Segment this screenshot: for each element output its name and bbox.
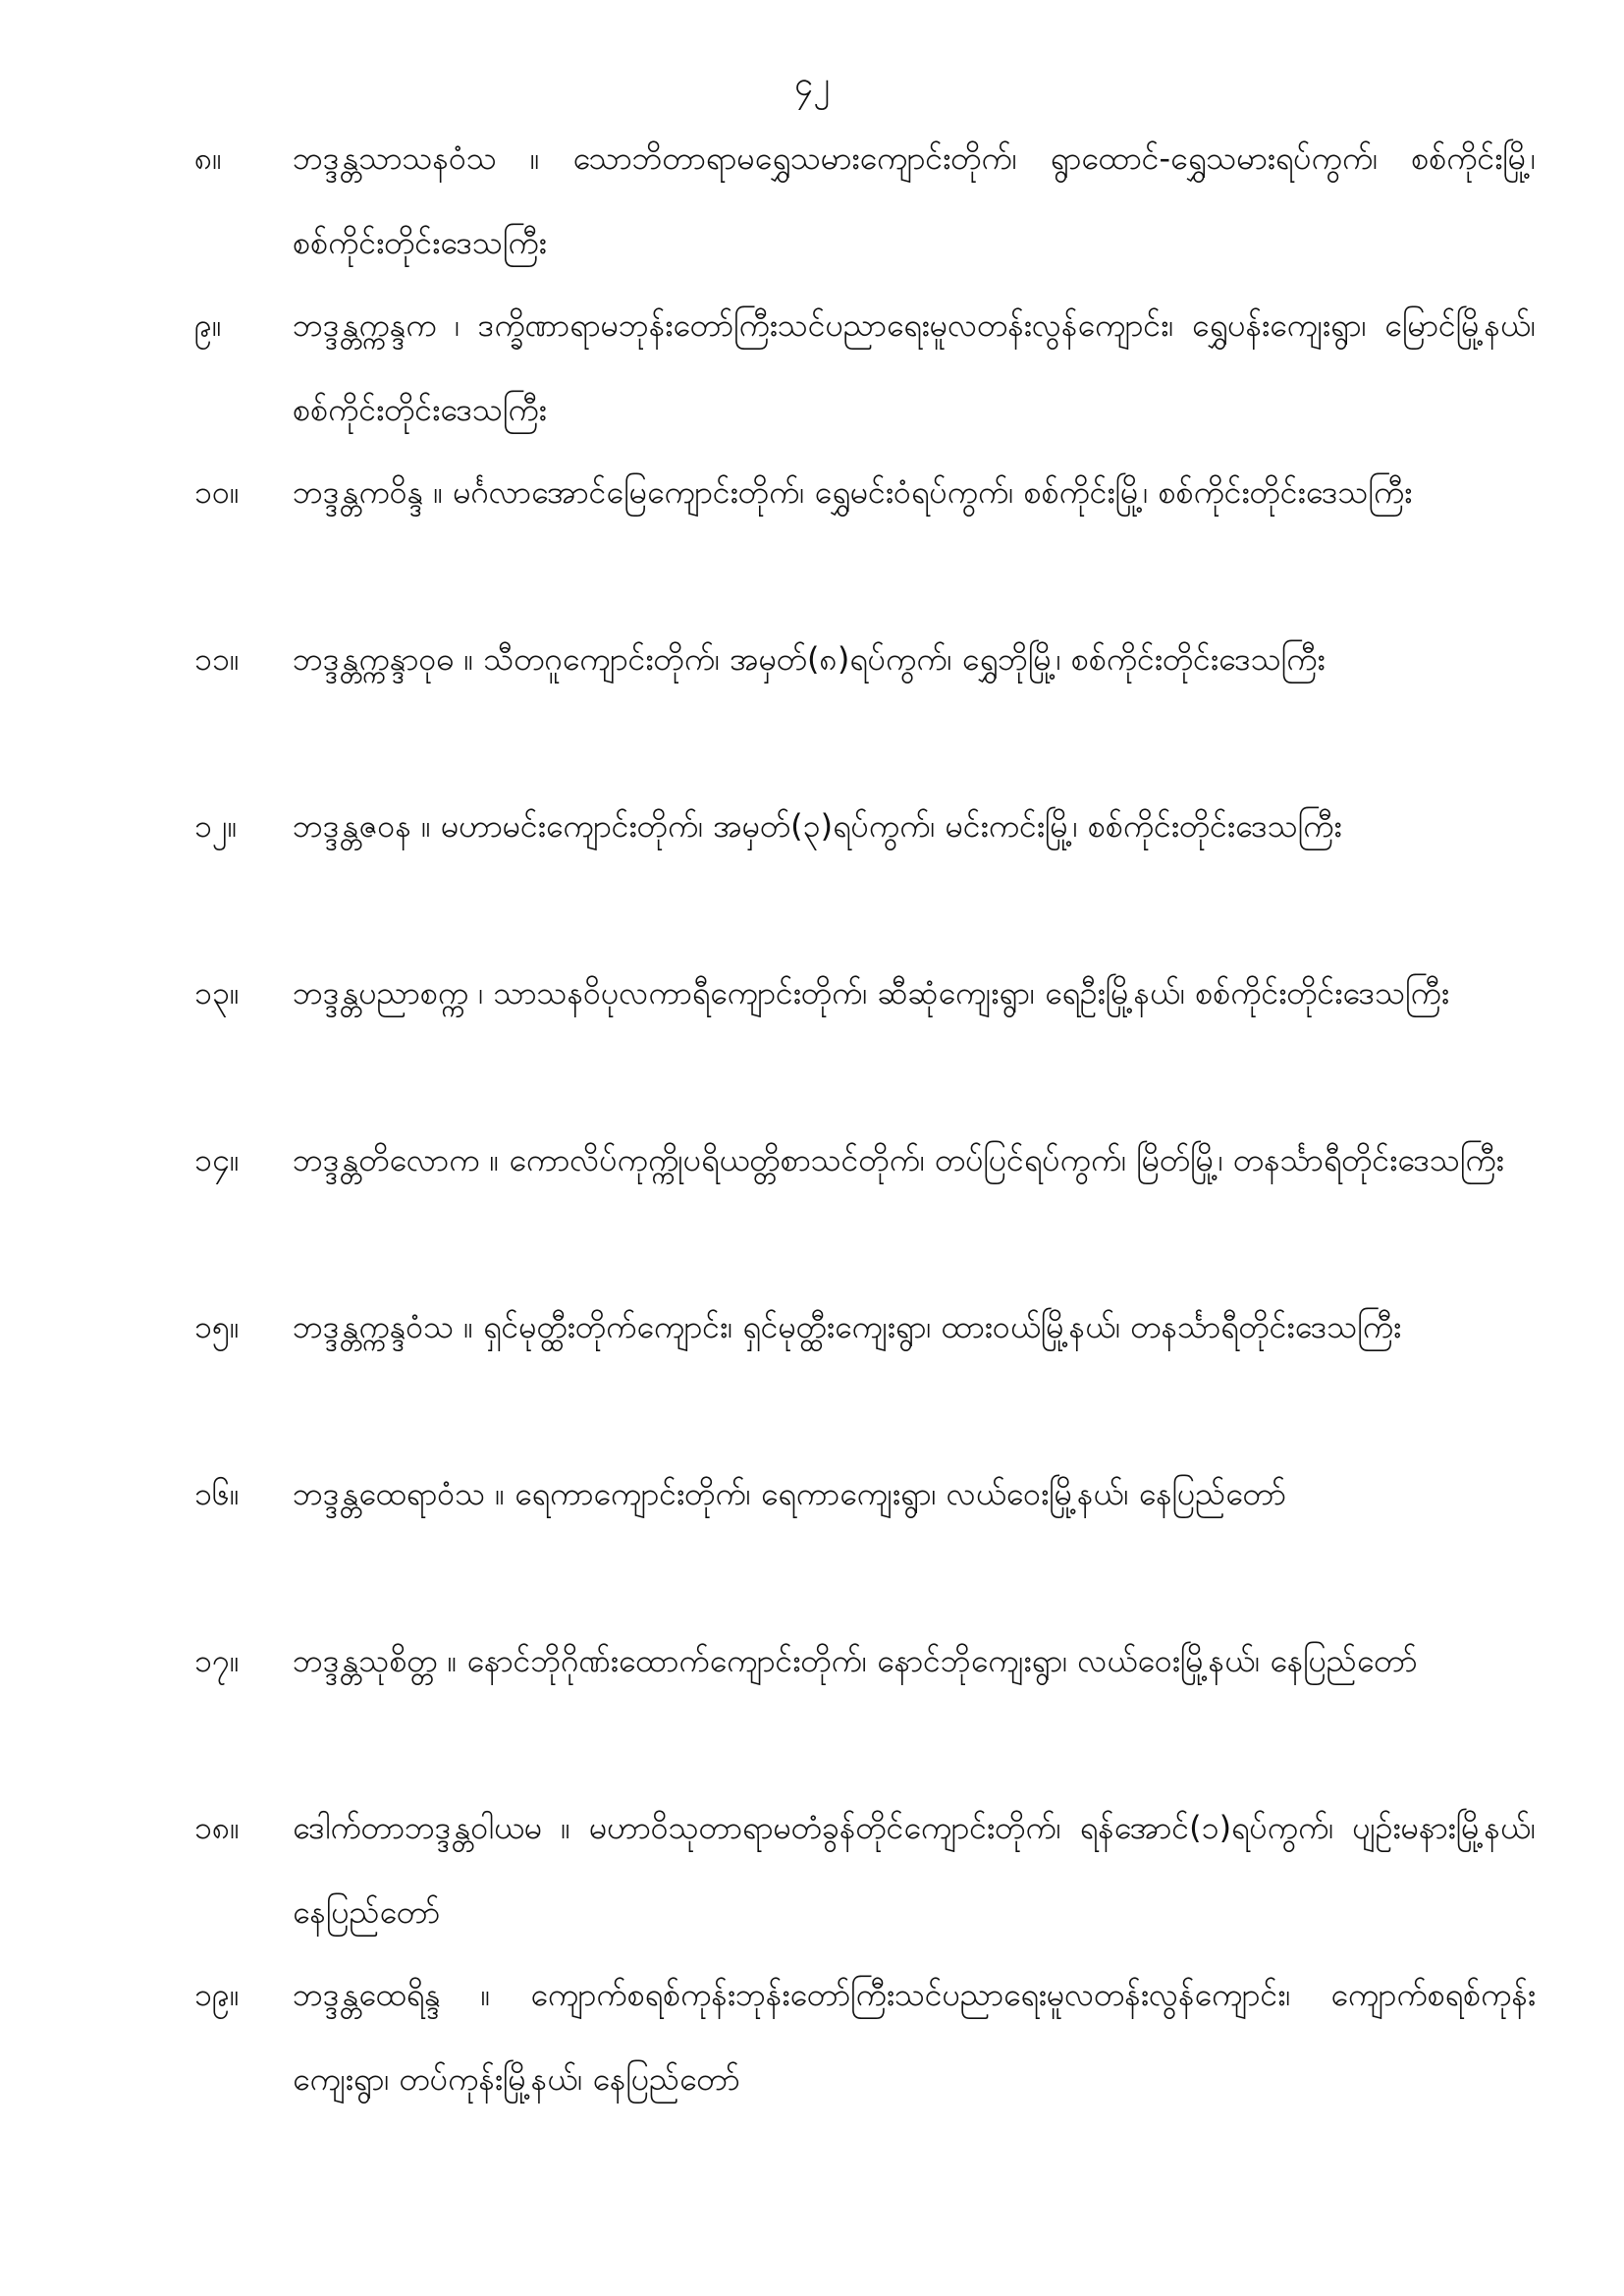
list-item <box>194 617 1536 784</box>
list-item <box>194 1785 1536 1952</box>
list-item <box>194 1285 1536 1451</box>
item-text: ဘဒ္ဒန္တသာသနဝံသ ။ သောဘိတာရာမရွှေသမားကျောင်းတိုက်၊ ရွာထောင်-ရွှေသမားရပ်ကွက်၊ စစ်ကိုင်းမြို့၊ စစ်ကိုင်းတိုင်းဒေသကြီး <box>293 139 1536 261</box>
list-item <box>194 450 1536 617</box>
item-text: ဘဒ္ဒန္တကဝိန္ဒ ။ မင်္ဂလာအောင်မြေကျောင်းတိုက်၊ ရွှေမင်းဝံရပ်ကွက်၊ စစ်ကိုင်းမြို့၊ စစ်ကိုင်းတိုင်းဒေသကြီး <box>293 473 1413 511</box>
list-item <box>194 951 1536 1118</box>
entry-list <box>194 116 1536 2119</box>
list-item <box>194 1451 1536 1618</box>
item-text: ဘဒ္ဒန္တထေရိန္ဒ ။ ကျောက်စရစ်ကုန်းဘုန်းတော်ကြီးသင်ပညာရေးမူလတန်းလွန်ကျောင်း၊ ကျောက်စရစ်ကုန်းကျေးရွာ၊ တပ်ကုန်းမြို့နယ်၊ နေပြည်တော် <box>293 1976 1536 2098</box>
list-item <box>194 1618 1536 1785</box>
item-text: ဘဒ္ဒန္တထေရာဝံသ ။ ရေကာကျောင်းတိုက်၊ ရေကာကျေးရွာ၊ လယ်ဝေးမြို့နယ်၊ နေပြည်တော် <box>293 1475 1286 1512</box>
item-text: ဘဒ္ဒန္တက္ကန္ဒဝံသ ။ ရှင်မုတ္ထီးတိုက်ကျောင်း၊ ရှင်မုတ္ထီးကျေးရွာ၊ ထားဝယ်မြို့နယ်၊ တနင်္သာရီတိုင်းဒေသကြီး <box>293 1308 1402 1345</box>
item-number: ၁၈။ <box>194 1809 240 1846</box>
item-number: ၁၀။ <box>194 473 240 511</box>
list-item <box>194 784 1536 951</box>
item-text: ဘဒ္ဒန္တဇဝန ။ မဟာမင်းကျောင်းတိုက်၊ အမှတ်(၃)ရပ်ကွက်၊ မင်းကင်းမြို့၊ စစ်ကိုင်းတိုင်းဒေသကြီး <box>293 807 1342 845</box>
item-text: ဘဒ္ဒန္တသုစိတ္တ ။ နောင်ဘိုဂိုဏ်းထောက်ကျောင်းတိုက်၊ နောင်ဘိုကျေးရွာ၊ လယ်ဝေးမြို့နယ်၊ နေပြည်တော် <box>293 1642 1418 1679</box>
list-item <box>194 1952 1536 2119</box>
item-text: ဘဒ္ဒန္တက္ကန္ဒာဝုဓ ။ သီတဂူကျောင်းတိုက်၊ အမှတ်(၈)ရပ်ကွက်၊ ရွှေဘိုမြို့၊ စစ်ကိုင်းတိုင်းဒေသကြီး <box>293 640 1326 678</box>
item-number: ၁၁။ <box>194 640 240 678</box>
page-number: ၄၂ <box>794 65 830 104</box>
list-item <box>194 1118 1536 1285</box>
item-number: ၉။ <box>194 306 222 344</box>
item-number: ၈။ <box>194 139 222 177</box>
item-number: ၁၅။ <box>194 1308 240 1345</box>
item-text: ဒေါက်တာဘဒ္ဒန္တဝါယမ ။ မဟာဝိသုတာရာမတံခွန်တိုင်ကျောင်းတိုက်၊ ရန်အောင်(၁)ရပ်ကွက်၊ ပျဉ်းမနားမြို့နယ်၊ နေပြည်တော် <box>293 1809 1536 1931</box>
item-number: ၁၂။ <box>194 807 238 845</box>
item-number: ၁၃။ <box>194 974 240 1011</box>
list-item <box>194 283 1536 450</box>
item-text: ဘဒ္ဒန္တက္ကန္ဒက ၊ ဒက္ခိဏာရာမဘုန်းတော်ကြီးသင်ပညာရေးမူလတန်းလွန်ကျောင်း၊ ရွှေပန်းကျေးရွာ၊ မြောင်မြို့နယ်၊ စစ်ကိုင်းတိုင်းဒေသကြီး <box>293 306 1536 428</box>
item-number: ၁၉။ <box>194 1976 240 2013</box>
item-number: ၁၇။ <box>194 1642 240 1679</box>
item-number: ၁၆။ <box>194 1475 240 1512</box>
item-text: ဘဒ္ဒန္တတိလောက ။ ကောလိပ်ကုက္ကိုပရိယတ္တိစာသင်တိုက်၊ တပ်ပြင်ရပ်ကွက်၊ မြိတ်မြို့၊ တနင်္သာရီတိုင်းဒေသကြီး <box>293 1141 1504 1178</box>
item-number: ၁၄။ <box>194 1141 240 1178</box>
item-text: ဘဒ္ဒန္တပညာစက္က ၊ သာသနဝိပုလကာရီကျောင်းတိုက်၊ ဆီဆုံကျေးရွာ၊ ရေဦးမြို့နယ်၊ စစ်ကိုင်းတိုင်းဒေသကြီး <box>293 974 1449 1011</box>
list-item <box>194 116 1536 283</box>
